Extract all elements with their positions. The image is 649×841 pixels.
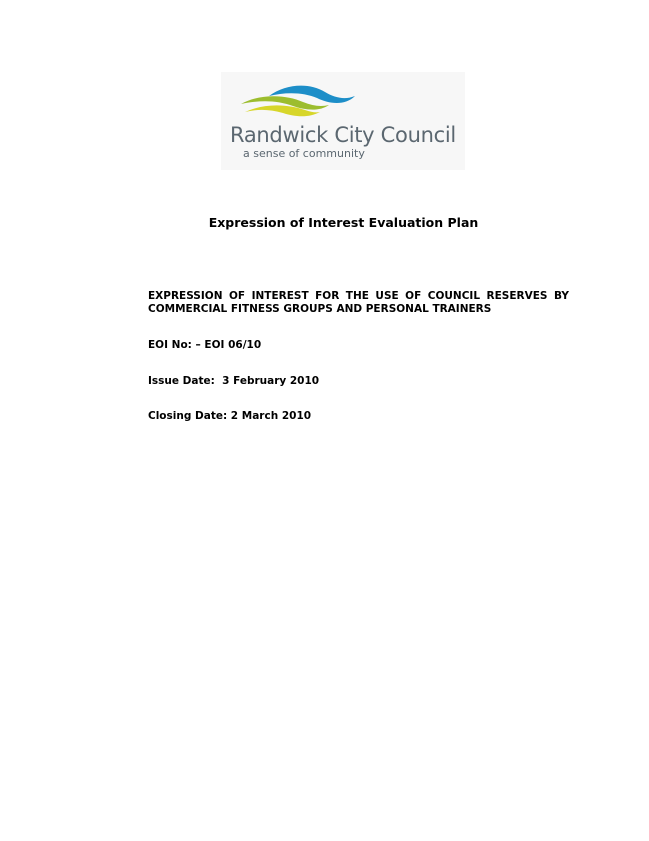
logo-org-name: Randwick City Council (230, 123, 456, 147)
document-subject: EXPRESSION OF INTEREST FOR THE USE OF COUNCIL RESERVES BY COMMERCIAL FITNESS GROUPS AND PERSONAL TRAINERS (148, 290, 569, 315)
eoi-number: EOI No: – EOI 06/10 (148, 339, 262, 351)
issue-date: Issue Date: 3 February 2010 (148, 375, 320, 387)
council-logo (221, 72, 465, 170)
closing-date: Closing Date: 2 March 2010 (148, 410, 312, 422)
document-title: Expression of Interest Evaluation Plan (208, 215, 479, 230)
logo-tagline: a sense of community (243, 147, 365, 160)
wave-emblem-icon (221, 72, 465, 124)
